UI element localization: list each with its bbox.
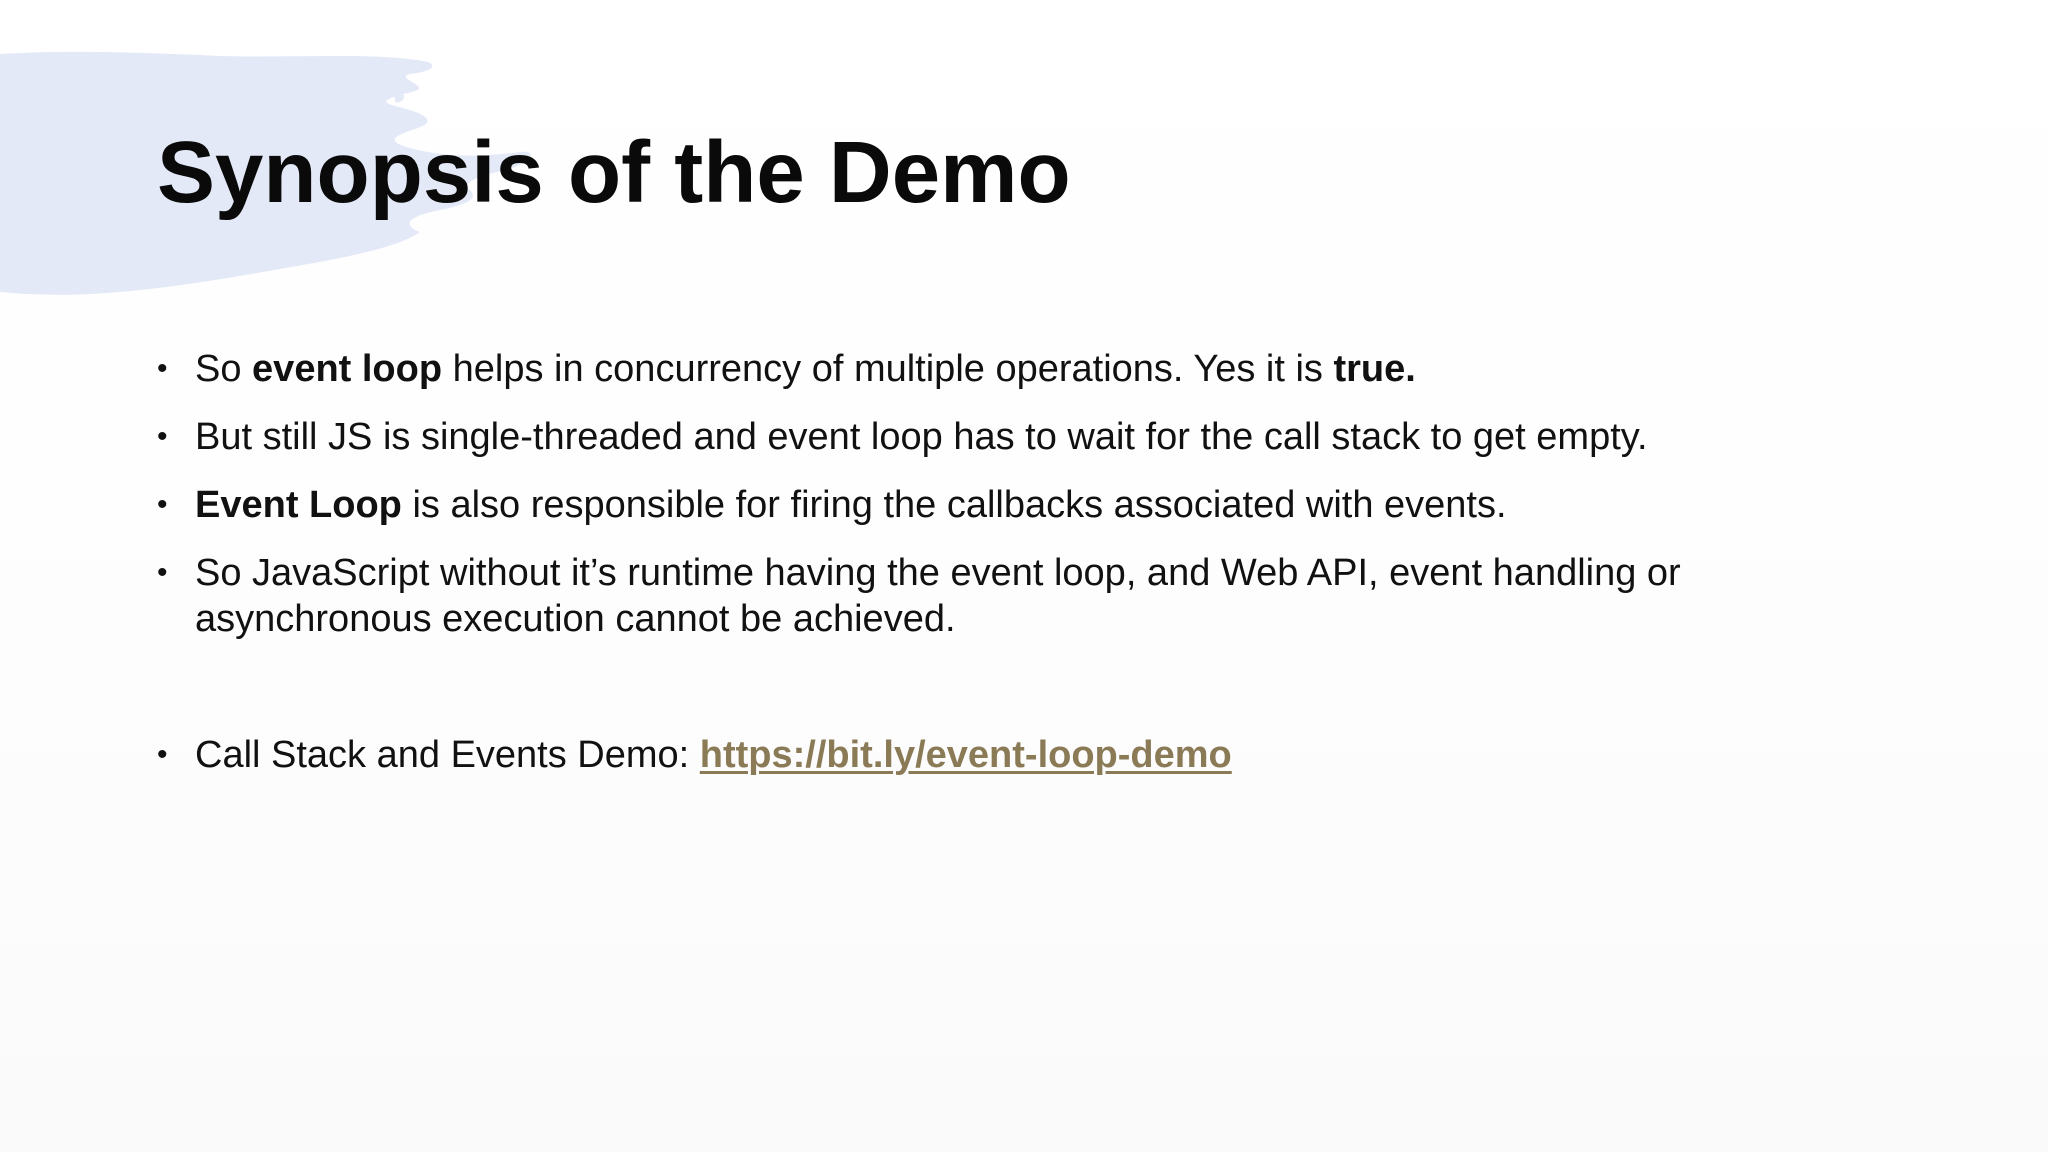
bullet-item-single-threaded: [157, 414, 1757, 460]
bullet-text-line-1: So JavaScript without it’s runtime having the event loop, and Web API, event handling or: [195, 552, 1681, 594]
bullet-text: But still JS is single-threaded and event loop has to wait for the call stack to get empty.: [195, 416, 1648, 458]
bullet-dot: •: [157, 488, 168, 521]
demo-link[interactable]: https://bit.ly/event-loop-demo: [699, 734, 1232, 776]
bullet-dot: •: [157, 420, 168, 453]
bullet-dot: •: [157, 556, 168, 589]
bullet-bold-term: Event Loop: [195, 484, 402, 526]
bullet-item-runtime: [157, 550, 1757, 642]
bullet-text-line-2: asynchronous execution cannot be achieved.: [195, 598, 956, 640]
bullet-text: So: [195, 348, 253, 390]
bullet-bold-term: event loop: [252, 348, 443, 390]
bullet-dot: •: [157, 352, 168, 385]
bullet-list: [157, 346, 1757, 778]
bullet-bold-term: true.: [1333, 348, 1416, 390]
bullet-text: is also responsible for firing the callbacks associated with events.: [401, 484, 1507, 526]
bullet-dot: •: [157, 738, 168, 771]
demo-link-label: Call Stack and Events Demo:: [195, 734, 700, 776]
bullet-item-callbacks: [157, 482, 1757, 528]
bullet-item-demo-link: [157, 732, 1757, 778]
bullet-text: helps in concurrency of multiple operations. Yes it is: [442, 348, 1334, 390]
slide-title: Synopsis of the Demo: [157, 124, 1071, 221]
bullet-item-event-loop-concurrency: [157, 346, 1757, 392]
